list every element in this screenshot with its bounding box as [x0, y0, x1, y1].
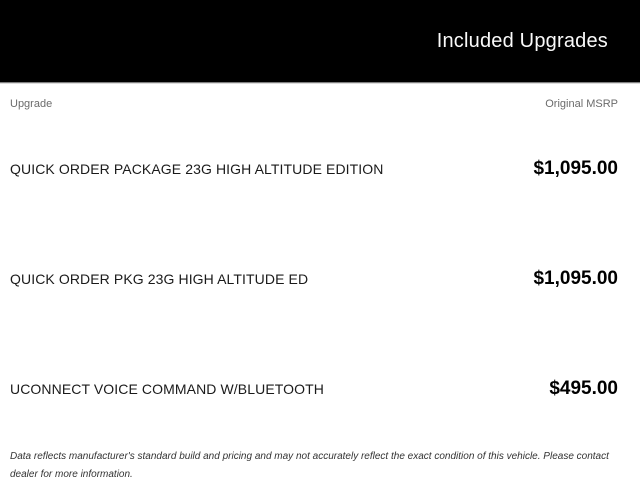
column-header-upgrade: Upgrade — [10, 98, 53, 110]
table-rows — [10, 114, 618, 444]
upgrade-name: UCONNECT VOICE COMMAND W/BLUETOOTH — [10, 381, 325, 397]
included-upgrades-header — [0, 0, 640, 82]
upgrades-table — [0, 82, 640, 444]
upgrade-price: $1,095.00 — [533, 268, 618, 289]
table-row — [10, 224, 618, 334]
table-row — [10, 334, 618, 444]
upgrade-price: $1,095.00 — [533, 158, 618, 179]
disclaimer-footer — [0, 446, 640, 482]
upgrade-name: QUICK ORDER PACKAGE 23G HIGH ALTITUDE EDITION — [10, 161, 384, 177]
column-header-original-msrp: Original MSRP — [545, 98, 618, 110]
table-row — [10, 114, 618, 224]
table-column-headers — [10, 82, 618, 114]
upgrade-name: QUICK ORDER PKG 23G HIGH ALTITUDE ED — [10, 271, 309, 287]
disclaimer-text: Data reflects manufacturer's standard build and pricing and may not accurately reflect the exact condition of this vehicle. Please contact dealer for more information. — [10, 451, 609, 480]
upgrade-price: $495.00 — [549, 378, 618, 399]
page-title: Included Upgrades — [436, 29, 608, 52]
